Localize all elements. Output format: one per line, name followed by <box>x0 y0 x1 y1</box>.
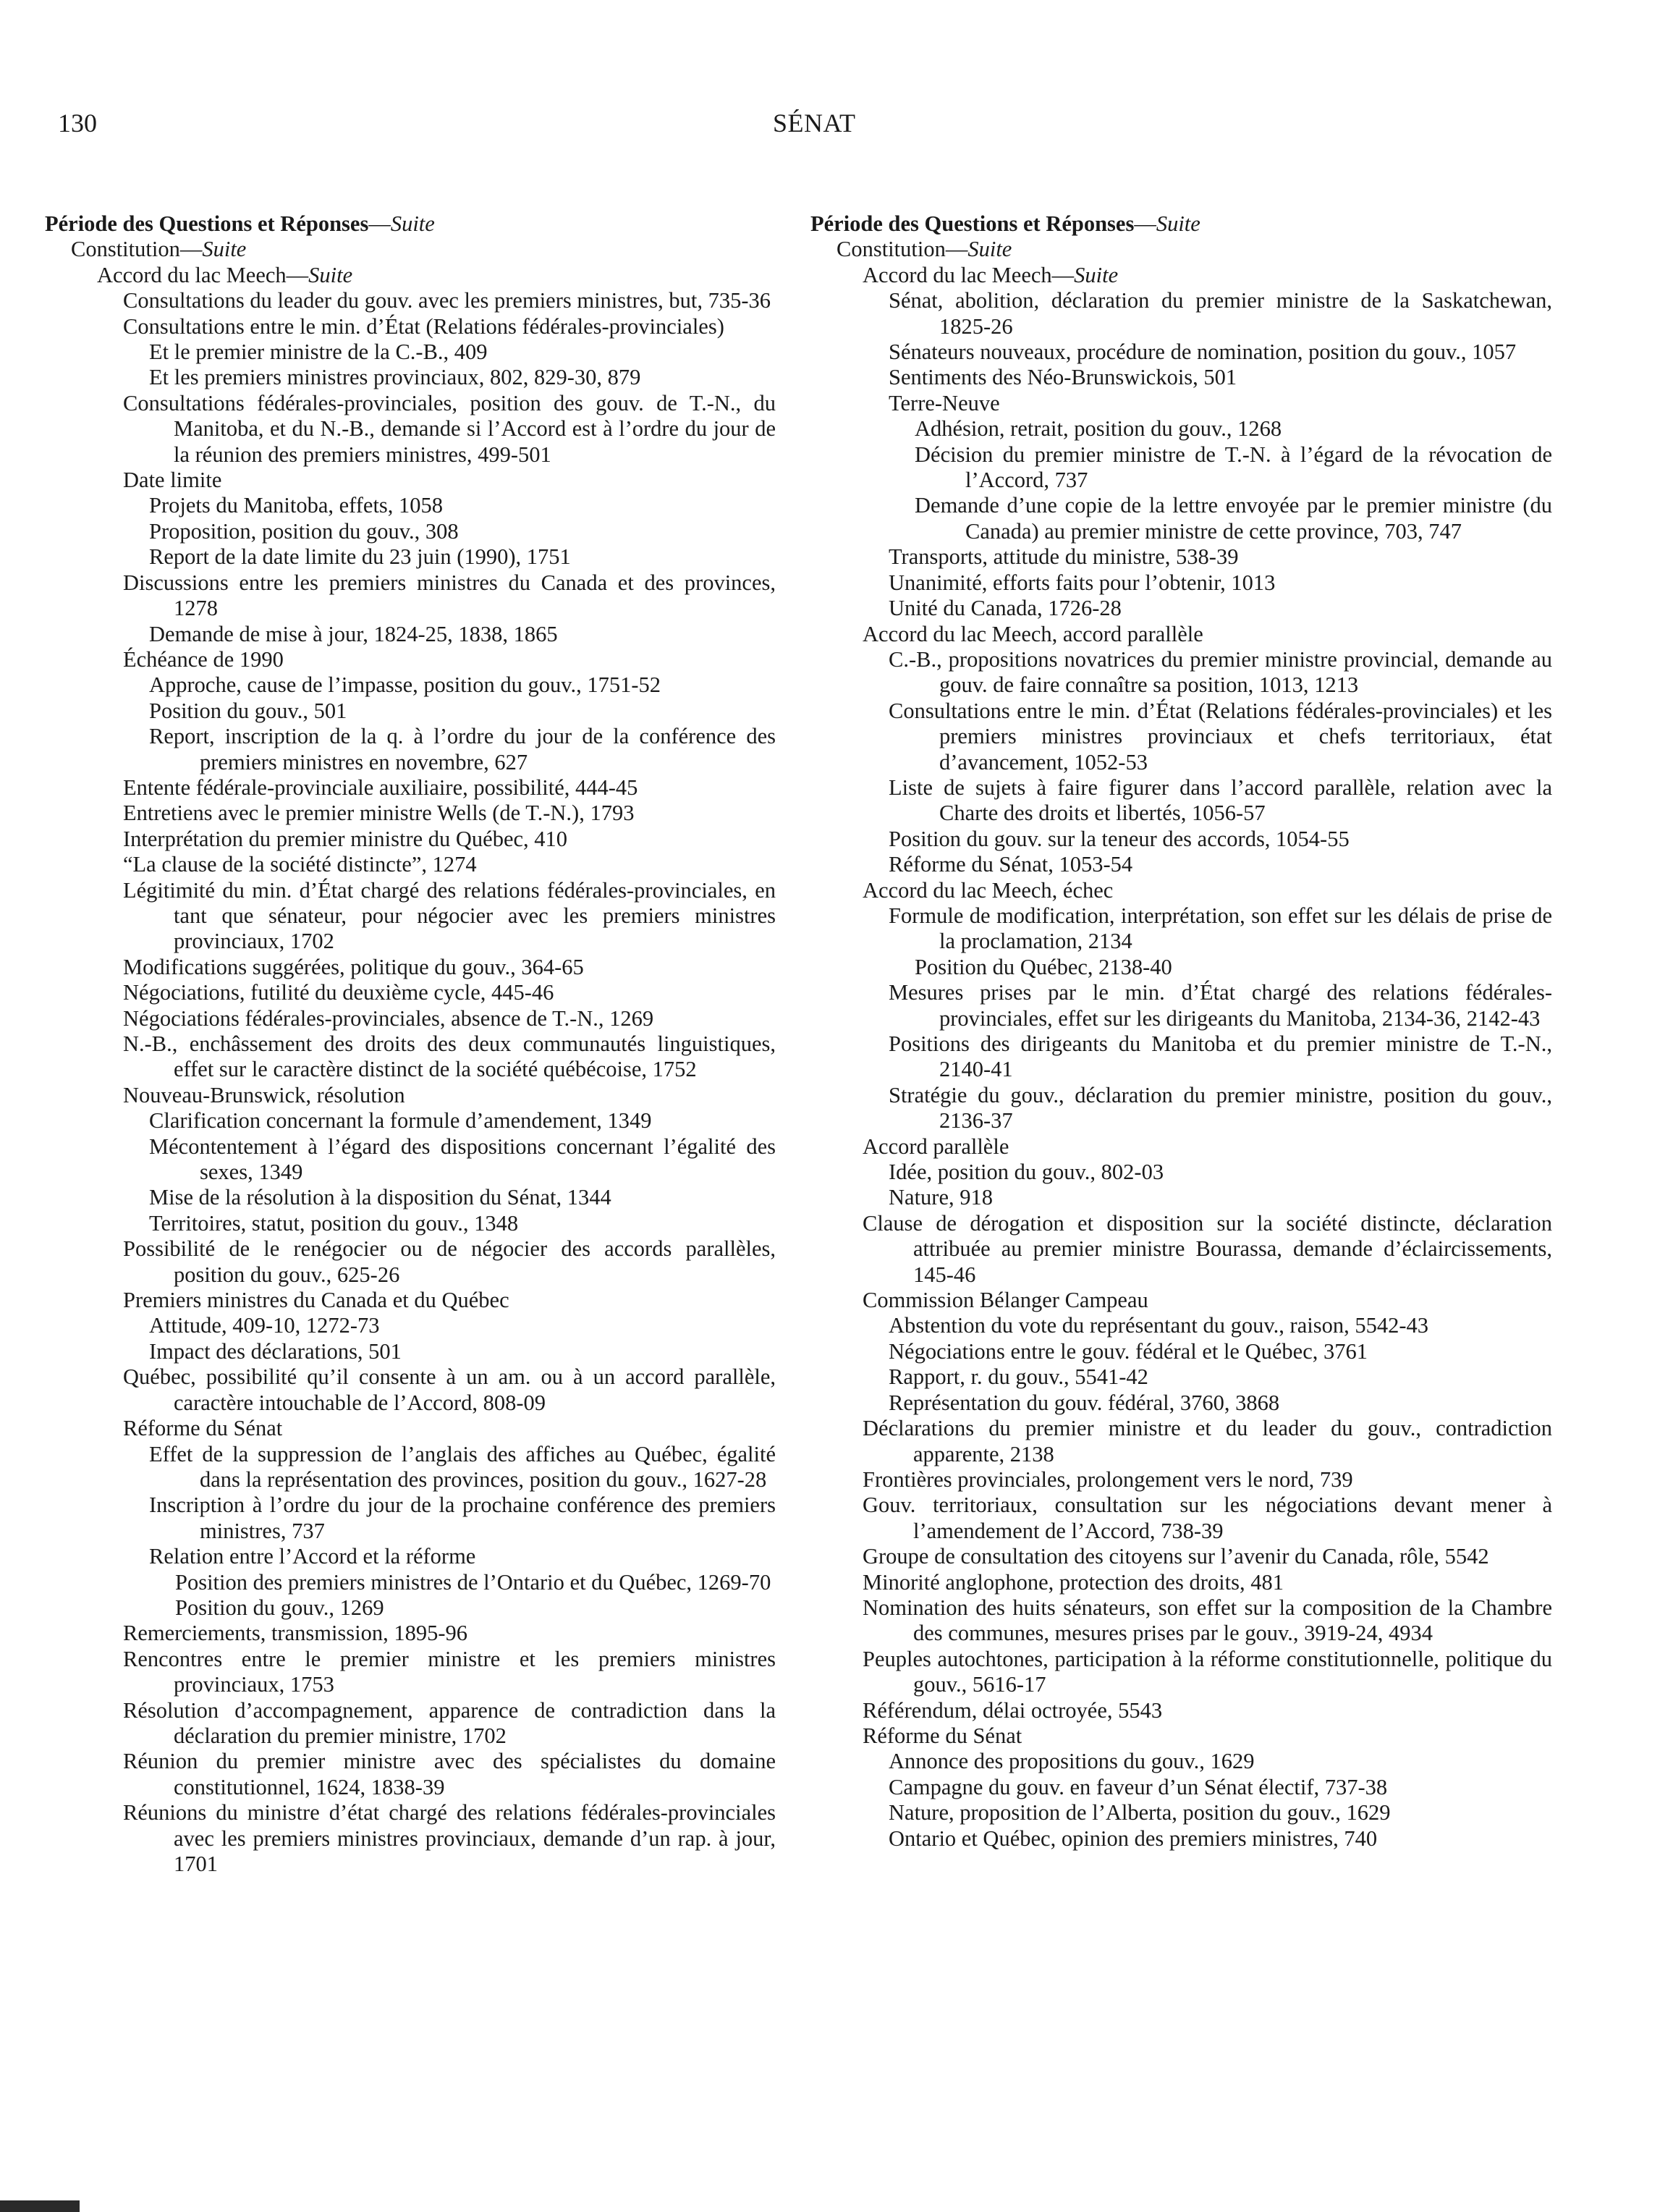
index-entry-text: Position du gouv. sur la teneur des accords, 1054-55 <box>889 826 1350 851</box>
index-entry-text: Interprétation du premier ministre du Québec, 410 <box>123 826 568 851</box>
index-entry-text: Période des Questions et Réponses <box>45 211 369 236</box>
index-entry-text: Terre-Neuve <box>889 390 1000 415</box>
index-entry-text: Formule de modification, interprétation, son effet sur les délais de prise de la proclamation, 2134 <box>889 903 1552 954</box>
index-entry <box>45 1442 776 1493</box>
index-entry-text: Report de la date limite du 23 juin (1990), 1751 <box>149 544 571 570</box>
index-entry <box>810 1647 1552 1698</box>
index-entry <box>810 1185 1552 1210</box>
index-entry-text: Position du gouv., 1269 <box>175 1595 384 1620</box>
index-entry-text: Sénateurs nouveaux, procédure de nomination, position du gouv., 1057 <box>889 339 1517 365</box>
suite-label: Suite <box>202 237 247 262</box>
suite-label: Suite <box>967 237 1012 262</box>
index-entry-text: Unité du Canada, 1726-28 <box>889 596 1122 621</box>
index-entry <box>810 827 1552 852</box>
index-entry <box>810 1031 1552 1083</box>
index-column-right <box>810 211 1552 1852</box>
index-entry-text: N.-B., enchâssement des droits des deux communautés linguistiques, effet sur le caractère distinct de la société québécoise, 1752 <box>123 1031 776 1082</box>
index-entry-text: Accord du lac Meech, accord parallèle <box>863 621 1203 646</box>
index-entry <box>810 878 1552 903</box>
index-entry <box>810 1723 1552 1749</box>
index-entry <box>810 1800 1552 1825</box>
index-entry: Période des Questions et Réponses—Suite <box>810 211 1200 236</box>
index-entry <box>45 1570 776 1595</box>
index-entry-text: Approche, cause de l’impasse, position du gouv., 1751-52 <box>149 672 661 698</box>
index-entry-text: Consultations entre le min. d’État (Relations fédérales-provinciales) <box>123 313 724 339</box>
index-entry <box>810 493 1552 544</box>
index-entry <box>810 1826 1552 1852</box>
index-entry-text: Référendum, délai octroyée, 5543 <box>863 1697 1163 1723</box>
index-entry-text: Campagne du gouv. en faveur d’un Sénat électif, 737-38 <box>889 1774 1388 1799</box>
index-entry-text: Mise de la résolution à la disposition du Sénat, 1344 <box>149 1185 611 1210</box>
index-entry-text: Réforme du Sénat <box>863 1723 1022 1748</box>
index-entry <box>45 519 776 544</box>
index-entry-text: Discussions entre les premiers ministres du Canada et des provinces, 1278 <box>123 570 776 621</box>
index-entry <box>45 468 776 493</box>
index-entry <box>45 1313 776 1338</box>
index-entry-text: Position du Québec, 2138-40 <box>915 954 1172 979</box>
index-entry-text: Négociations fédérales-provinciales, absence de T.-N., 1269 <box>123 1005 654 1031</box>
index-entry-text: Et le premier ministre de la C.-B., 409 <box>149 339 488 365</box>
index-entry <box>810 1749 1552 1774</box>
index-entry <box>810 1390 1552 1416</box>
index-entry <box>45 1544 776 1569</box>
index-entry-text: Sentiments des Néo-Brunswickois, 501 <box>889 365 1237 390</box>
index-entry <box>45 878 776 955</box>
index-entry-text: Attitude, 409-10, 1272-73 <box>149 1313 380 1338</box>
index-entry <box>810 442 1552 494</box>
index-entry: Période des Questions et Réponses—Suite <box>45 211 435 236</box>
index-entry <box>810 955 1552 980</box>
index-entry-text: Négociations entre le gouv. fédéral et le Québec, 3761 <box>889 1338 1368 1364</box>
index-entry <box>45 1595 776 1621</box>
index-entry <box>810 1775 1552 1800</box>
index-entry <box>810 1595 1552 1647</box>
index-entry <box>45 544 776 570</box>
index-entry <box>810 1083 1552 1134</box>
index-entry <box>810 647 1552 698</box>
index-entry <box>810 698 1552 775</box>
index-entry-text: Sénat, abolition, déclaration du premier ministre de la Saskatchewan, 1825-26 <box>889 288 1552 339</box>
index-entry-text: Commission Bélanger Campeau <box>863 1288 1148 1313</box>
index-entry-text: Ontario et Québec, opinion des premiers ministres, 740 <box>889 1825 1378 1851</box>
index-entry-text: Inscription à l’ordre du jour de la prochaine conférence des premiers ministres, 737 <box>149 1493 776 1543</box>
index-entry <box>45 672 776 698</box>
index-entry <box>45 1006 776 1031</box>
index-entry-text: Période des Questions et Réponses <box>810 211 1135 236</box>
index-entry <box>45 775 776 801</box>
index-entry <box>810 570 1552 596</box>
index-entry-text: Report, inscription de la q. à l’ordre du jour de la conférence des premiers ministres en novembre, 627 <box>149 724 776 774</box>
index-entry <box>810 1160 1552 1185</box>
index-entry-text: Liste de sujets à faire figurer dans l’accord parallèle, relation avec la Charte des droits et libertés, 1056-57 <box>889 774 1552 826</box>
index-entry-text: Mécontentement à l’égard des dispositions concernant l’égalité des sexes, 1349 <box>149 1134 776 1185</box>
index-entry <box>45 1083 776 1108</box>
index-entry <box>810 980 1552 1031</box>
index-entry <box>45 698 776 724</box>
index-entry-text: Accord parallèle <box>863 1134 1009 1159</box>
index-entry-text: Annonce des propositions du gouv., 1629 <box>889 1749 1255 1774</box>
index-column-left <box>45 211 776 1877</box>
index-entry-text: Abstention du vote du représentant du gouv., raison, 5542-43 <box>889 1313 1428 1338</box>
index-entry-text: Nature, proposition de l’Alberta, position du gouv., 1629 <box>889 1800 1391 1825</box>
index-entry-text: Négociations, futilité du deuxième cycle, 445-46 <box>123 980 554 1005</box>
index-entry <box>810 1134 1552 1160</box>
index-entry <box>45 980 776 1005</box>
index-entry-text: Groupe de consultation des citoyens sur l’avenir du Canada, rôle, 5542 <box>863 1544 1489 1569</box>
index-entry <box>810 1570 1552 1595</box>
index-entry-text: Entretiens avec le premier ministre Wells (de T.-N.), 1793 <box>123 801 635 826</box>
index-entry-text: Idée, position du gouv., 802-03 <box>889 1160 1164 1185</box>
index-entry-text: Accord du lac Meech, échec <box>863 877 1114 903</box>
index-entry <box>810 1467 1552 1493</box>
index-entry-text: Positions des dirigeants du Manitoba et du premier ministre de T.-N., 2140-41 <box>889 1031 1552 1082</box>
index-entry-text: Réunions du ministre d’état chargé des relations fédérales-provinciales avec les premiers ministres provinciaux, demande d’un rap. à jour, 1701 <box>123 1800 776 1876</box>
suite-label: Suite <box>308 262 353 287</box>
index-entry-text: Proposition, position du gouv., 308 <box>149 518 459 544</box>
index-entry <box>810 775 1552 827</box>
index-entry-text: Stratégie du gouv., déclaration du premier ministre, position du gouv., 2136-37 <box>889 1082 1552 1134</box>
index-entry-text: Réforme du Sénat <box>123 1416 283 1441</box>
index-entry <box>810 1313 1552 1338</box>
index-entry-text: “La clause de la société distincte”, 1274 <box>123 852 477 877</box>
index-entry-text: Date limite <box>123 468 222 493</box>
index-entry-text: Nouveau-Brunswick, résolution <box>123 1082 405 1107</box>
suite-label: Suite <box>390 211 435 236</box>
index-entry-text: Constitution <box>836 237 946 262</box>
scanner-mark <box>0 2200 80 2212</box>
suite-label: Suite <box>1074 262 1119 287</box>
index-entry-text: Nature, 918 <box>889 1185 993 1210</box>
index-entry <box>45 1185 776 1210</box>
index-entry <box>45 288 776 313</box>
index-entry <box>45 1416 776 1441</box>
index-entry-text: Modifications suggérées, politique du gouv., 364-65 <box>123 954 584 979</box>
index-entry-text: Projets du Manitoba, effets, 1058 <box>149 493 444 518</box>
index-entry-text: Mesures prises par le min. d’État chargé des relations fédérales-provinciales, effet sur les dirigeants du Manitoba, 2134-36, 2142-43 <box>889 980 1552 1031</box>
index-entry <box>45 801 776 826</box>
index-entry <box>45 622 776 647</box>
index-entry-text: Constitution <box>71 237 180 262</box>
index-entry <box>45 1211 776 1236</box>
index-entry-text: Échéance de 1990 <box>123 646 284 672</box>
index-entry <box>45 1800 776 1877</box>
index-entry-text: Résolution d’accompagnement, apparence de contradiction dans la déclaration du premier ministre, 1702 <box>123 1697 776 1748</box>
index-entry <box>45 1288 776 1313</box>
index-entry-text: Peuples autochtones, participation à la réforme constitutionnelle, politique du gouv., 5616-17 <box>863 1646 1552 1697</box>
index-entry-text: Frontières provinciales, prolongement vers le nord, 739 <box>863 1466 1353 1492</box>
index-entry-text: Rapport, r. du gouv., 5541-42 <box>889 1364 1148 1390</box>
index-entry-text: Accord du lac Meech <box>863 262 1052 287</box>
index-entry <box>45 570 776 622</box>
index-entry <box>810 622 1552 647</box>
index-entry-text: Légitimité du min. d’État chargé des relations fédérales-provinciales, en tant que sénateur, pour négocier avec les premiers ministres provinciaux, 1702 <box>123 877 776 954</box>
index-entry-text: Premiers ministres du Canada et du Québec <box>123 1288 509 1313</box>
index-entry-text: Clarification concernant la formule d’amendement, 1349 <box>149 1108 652 1134</box>
index-entry-text: Position des premiers ministres de l’Ontario et du Québec, 1269-70 <box>175 1569 771 1595</box>
index-entry <box>810 1698 1552 1723</box>
index-entry-text: Adhésion, retrait, position du gouv., 1268 <box>915 416 1282 442</box>
running-head: SÉNAT <box>773 109 856 138</box>
index-entry-text: Québec, possibilité qu’il consente à un am. ou à un accord parallèle, caractère intouchable de l’Accord, 808-09 <box>123 1364 776 1415</box>
index-entry-text: C.-B., propositions novatrices du premier ministre provincial, demande au gouv. de faire connaître sa position, 1013, 1213 <box>889 646 1552 698</box>
index-entry <box>45 724 776 775</box>
index-entry-text: Impact des déclarations, 501 <box>149 1338 402 1364</box>
index-entry <box>45 1621 776 1646</box>
index-entry <box>45 852 776 877</box>
index-entry <box>45 314 776 339</box>
index-entry-text: Minorité anglophone, protection des droits, 481 <box>863 1569 1284 1595</box>
index-entry-text: Consultations du leader du gouv. avec les premiers ministres, but, 735-36 <box>123 288 771 313</box>
index-entry-text: Et les premiers ministres provinciaux, 802, 829-30, 879 <box>149 365 641 390</box>
page-number: 130 <box>58 109 97 138</box>
index-entry <box>810 544 1552 570</box>
index-entry-text: Demande d’une copie de la lettre envoyée par le premier ministre (du Canada) au premier ministre de cette province, 703, 747 <box>915 493 1552 544</box>
index-entry <box>810 1339 1552 1364</box>
index-entry-text: Consultations entre le min. d’État (Relations fédérales-provinciales) et les premiers ministres provinciaux et chefs territoriaux, état d’avancement, 1052-53 <box>889 698 1552 774</box>
index-entry <box>810 1416 1552 1467</box>
index-entry-text: Clause de dérogation et disposition sur la société distincte, déclaration attribuée au premier ministre Bourassa, demande d’éclaircissements, 145-46 <box>863 1210 1552 1287</box>
index-entry-text: Décision du premier ministre de T.-N. à l’égard de la révocation de l’Accord, 737 <box>915 442 1552 493</box>
index-entry <box>810 391 1552 416</box>
index-entry <box>45 1698 776 1749</box>
index-entry <box>45 1364 776 1416</box>
index-entry <box>810 1493 1552 1544</box>
index-entry-text: Position du gouv., 501 <box>149 698 347 723</box>
index-entry-text: Relation entre l’Accord et la réforme <box>149 1544 476 1569</box>
suite-label: Suite <box>1156 211 1200 236</box>
index-entry <box>810 1364 1552 1390</box>
index-entry-text: Réforme du Sénat, 1053-54 <box>889 852 1133 877</box>
index-entry <box>45 1493 776 1544</box>
index-entry-text: Remerciements, transmission, 1895-96 <box>123 1621 468 1646</box>
index-entry <box>45 647 776 672</box>
index-entry <box>45 1134 776 1186</box>
index-entry <box>45 1108 776 1134</box>
index-entry <box>45 1236 776 1288</box>
index-entry-text: Unanimité, efforts faits pour l’obtenir, 1013 <box>889 570 1276 595</box>
index-entry: Accord du lac Meech—Suite <box>97 262 353 287</box>
index-entry <box>45 365 776 390</box>
index-entry-text: Entente fédérale-provinciale auxiliaire, possibilité, 444-45 <box>123 774 638 800</box>
index-entry <box>45 1647 776 1698</box>
index-entry-text: Effet de la suppression de l’anglais des affiches au Québec, égalité dans la représentation des provinces, position du gouv., 1627-28 <box>149 1441 776 1492</box>
index-entry <box>45 1031 776 1083</box>
index-entry-text: Réunion du premier ministre avec des spécialistes du domaine constitutionnel, 1624, 1838-39 <box>123 1749 776 1799</box>
index-entry-text: Accord du lac Meech <box>97 262 287 287</box>
index-entry-text: Possibilité de le renégocier ou de négocier des accords parallèles, position du gouv., 625-26 <box>123 1236 776 1287</box>
index-entry <box>810 288 1552 339</box>
index-entry <box>810 1288 1552 1313</box>
index-entry <box>810 416 1552 442</box>
index-entry-text: Transports, attitude du ministre, 538-39 <box>889 544 1239 570</box>
index-entry <box>810 339 1552 365</box>
index-entry-text: Gouv. territoriaux, consultation sur les négociations devant mener à l’amendement de l’Accord, 738-39 <box>863 1493 1552 1543</box>
index-entry <box>45 955 776 980</box>
index-entry-text: Représentation du gouv. fédéral, 3760, 3868 <box>889 1390 1280 1415</box>
index-entry: Accord du lac Meech—Suite <box>863 262 1119 287</box>
index-entry <box>45 1749 776 1800</box>
index-entry <box>810 365 1552 390</box>
index-entry <box>810 1211 1552 1288</box>
index-entry <box>45 391 776 468</box>
index-entry-text: Nomination des huits sénateurs, son effet sur la composition de la Chambre des communes, mesures prises par le gouv., 3919-24, 4934 <box>863 1595 1552 1646</box>
index-entry-text: Demande de mise à jour, 1824-25, 1838, 1865 <box>149 621 558 646</box>
index-entry-text: Territoires, statut, position du gouv., 1348 <box>149 1210 519 1236</box>
index-entry <box>810 903 1552 955</box>
index-entry-text: Déclarations du premier ministre et du leader du gouv., contradiction apparente, 2138 <box>863 1416 1552 1466</box>
index-entry-text: Consultations fédérales-provinciales, position des gouv. de T.-N., du Manitoba, et du N.-B., demande si l’Accord est à l’ordre du jour de la réunion des premiers ministres, 499-501 <box>123 390 776 467</box>
index-entry <box>810 1544 1552 1569</box>
index-entry <box>45 339 776 365</box>
index-entry-text: Rencontres entre le premier ministre et les premiers ministres provinciaux, 1753 <box>123 1646 776 1697</box>
index-entry <box>45 827 776 852</box>
index-entry <box>810 852 1552 877</box>
index-entry <box>45 493 776 518</box>
index-entry <box>45 1339 776 1364</box>
index-entry: Constitution—Suite <box>836 237 1012 262</box>
index-entry: Constitution—Suite <box>71 237 247 262</box>
index-entry <box>810 596 1552 621</box>
